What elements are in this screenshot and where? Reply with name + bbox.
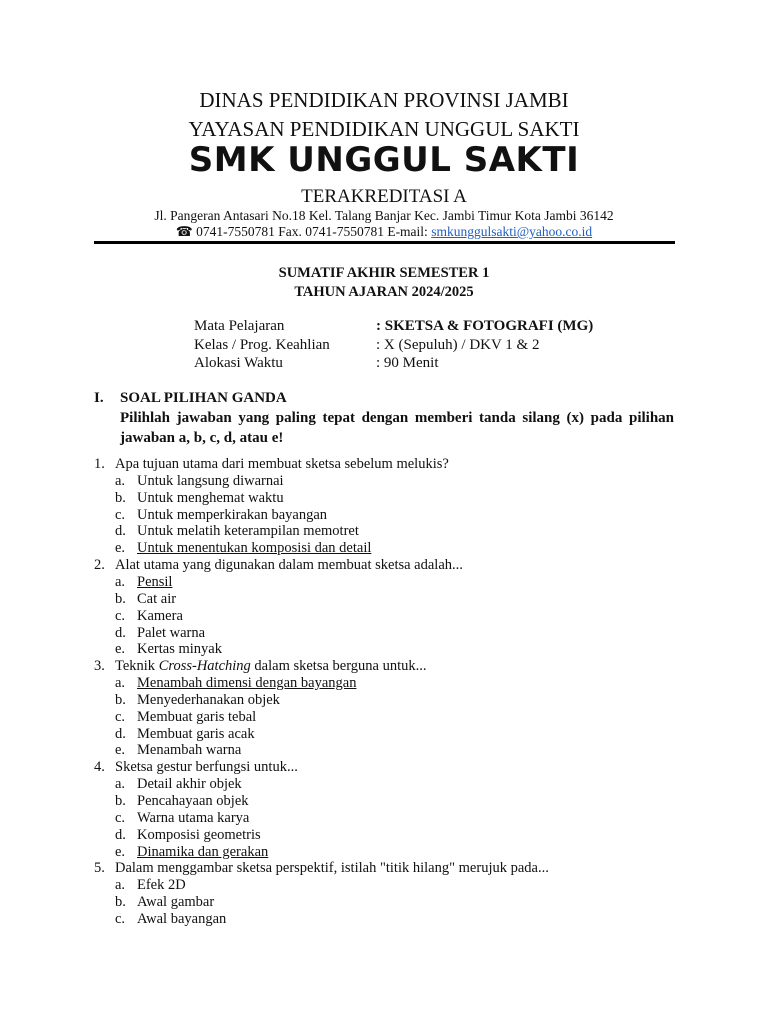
meta-row: [194, 355, 439, 372]
meta-value: : 90 Menit: [376, 355, 439, 371]
question-number: 1.: [94, 456, 105, 472]
meta-row: [194, 337, 539, 354]
meta-value: : X (Sepuluh) / DKV 1 & 2: [376, 337, 540, 353]
option-text: Untuk memperkirakan bayangan: [137, 506, 328, 523]
contact-line: [0, 224, 768, 240]
option-text: Warna utama karya: [137, 809, 250, 826]
option-text: Membuat garis tebal: [137, 708, 257, 725]
question-number: 4.: [94, 759, 105, 776]
option-letter: e.: [115, 742, 126, 759]
option-text: Awal gambar: [137, 894, 215, 911]
option-text: Awal bayangan: [137, 910, 227, 927]
exam-year: TAHUN AJARAN 2024/2025: [294, 284, 474, 300]
contact-text: 0741-7550781 Fax. 0741-7550781 E-mail:: [192, 224, 432, 239]
option-text: Untuk menentukan komposisi dan detail: [137, 540, 372, 557]
school-address: Jl. Pangeran Antasari No.18 Kel. Talang Banjar Kec. Jambi Timur Kota Jambi 36142: [154, 208, 614, 223]
option-letter: c.: [115, 506, 126, 523]
option-letter: c.: [115, 809, 126, 826]
option-text: Efek 2D: [137, 877, 186, 894]
question-text-part: dalam sketsa berguna untuk...: [250, 658, 427, 675]
section-number: I.: [94, 390, 104, 406]
option-letter: a.: [115, 877, 126, 894]
option-letter: d.: [115, 725, 126, 742]
agency-name: DINAS PENDIDIKAN PROVINSI JAMBI: [199, 88, 569, 112]
option-text: Membuat garis acak: [137, 725, 255, 742]
question-text-part: Teknik: [115, 658, 159, 675]
question-number: 2.: [94, 557, 105, 574]
meta-label: Alokasi Waktu: [194, 355, 283, 371]
option-letter: b.: [115, 590, 126, 607]
option-letter: c.: [115, 910, 126, 927]
option-text: Menambah dimensi dengan bayangan: [137, 675, 357, 692]
option-text: Detail akhir objek: [137, 776, 242, 793]
option-letter: e.: [115, 641, 126, 658]
option-letter: d.: [115, 826, 126, 843]
option-letter: c.: [115, 708, 126, 725]
section-instruction: Pilihlah jawaban yang paling tepat dengan memberi tanda silang (x) pada pilihan jawaban a, b, c, d, atau e!: [120, 410, 674, 446]
question-text: Sketsa gestur berfungsi untuk...: [115, 759, 298, 776]
question-text: Dalam menggambar sketsa perspektif, istilah "titik hilang" merujuk pada...: [115, 860, 549, 877]
email-link[interactable]: smkunggulsakti@yahoo.co.id: [431, 224, 593, 239]
option-text: Dinamika dan gerakan: [137, 843, 269, 860]
school-name: SMK UNGGUL SAKTI: [188, 140, 580, 180]
question-text: Alat utama yang digunakan dalam membuat sketsa adalah...: [115, 557, 463, 574]
option-letter: a.: [115, 573, 126, 590]
option-text: Komposisi geometris: [137, 826, 261, 843]
option-text: Pencahayaan objek: [137, 793, 249, 809]
option-letter: e.: [115, 540, 126, 557]
option-text: Untuk menghemat waktu: [137, 489, 284, 506]
exam-title: SUMATIF AKHIR SEMESTER 1: [278, 265, 490, 281]
foundation-name: YAYASAN PENDIDIKAN UNGGUL SAKTI: [188, 117, 580, 141]
section-title: SOAL PILIHAN GANDA: [120, 390, 287, 406]
option-text: Kertas minyak: [137, 641, 222, 658]
option-text: Menyederhanakan objek: [137, 691, 280, 708]
question-text: Apa tujuan utama dari membuat sketsa sebelum melukis?: [115, 456, 449, 472]
option-text: Untuk langsung diwarnai: [137, 472, 284, 489]
meta-label: Mata Pelajaran: [194, 318, 285, 334]
option-letter: b.: [115, 894, 126, 911]
option-letter: a.: [115, 472, 126, 489]
accreditation: TERAKREDITASI A: [301, 186, 467, 207]
option-letter: b.: [115, 793, 126, 809]
option-text: Kamera: [137, 607, 183, 624]
phone-icon: ☎: [175, 224, 193, 239]
meta-label: Kelas / Prog. Keahlian: [194, 337, 330, 353]
option-letter: b.: [115, 489, 126, 506]
question-number: 3.: [94, 658, 105, 675]
option-letter: a.: [115, 675, 126, 692]
option-letter: a.: [115, 776, 126, 793]
meta-row: [194, 318, 593, 335]
question-text: [115, 658, 427, 675]
letterhead-divider: [94, 241, 675, 244]
option-text: Pensil: [137, 573, 173, 590]
question-number: 5.: [94, 860, 105, 877]
option-letter: d.: [115, 624, 126, 641]
option-letter: b.: [115, 691, 126, 708]
option-letter: e.: [115, 843, 126, 860]
option-text: Palet warna: [137, 624, 206, 641]
option-text: Cat air: [137, 590, 177, 607]
option-letter: c.: [115, 607, 126, 624]
option-text: Untuk melatih keterampilan memotret: [137, 523, 359, 540]
question-text-term: Cross-Hatching: [158, 658, 251, 675]
meta-value: : SKETSA & FOTOGRAFI (MG): [376, 318, 594, 334]
option-letter: d.: [115, 523, 126, 540]
option-text: Menambah warna: [137, 742, 242, 759]
